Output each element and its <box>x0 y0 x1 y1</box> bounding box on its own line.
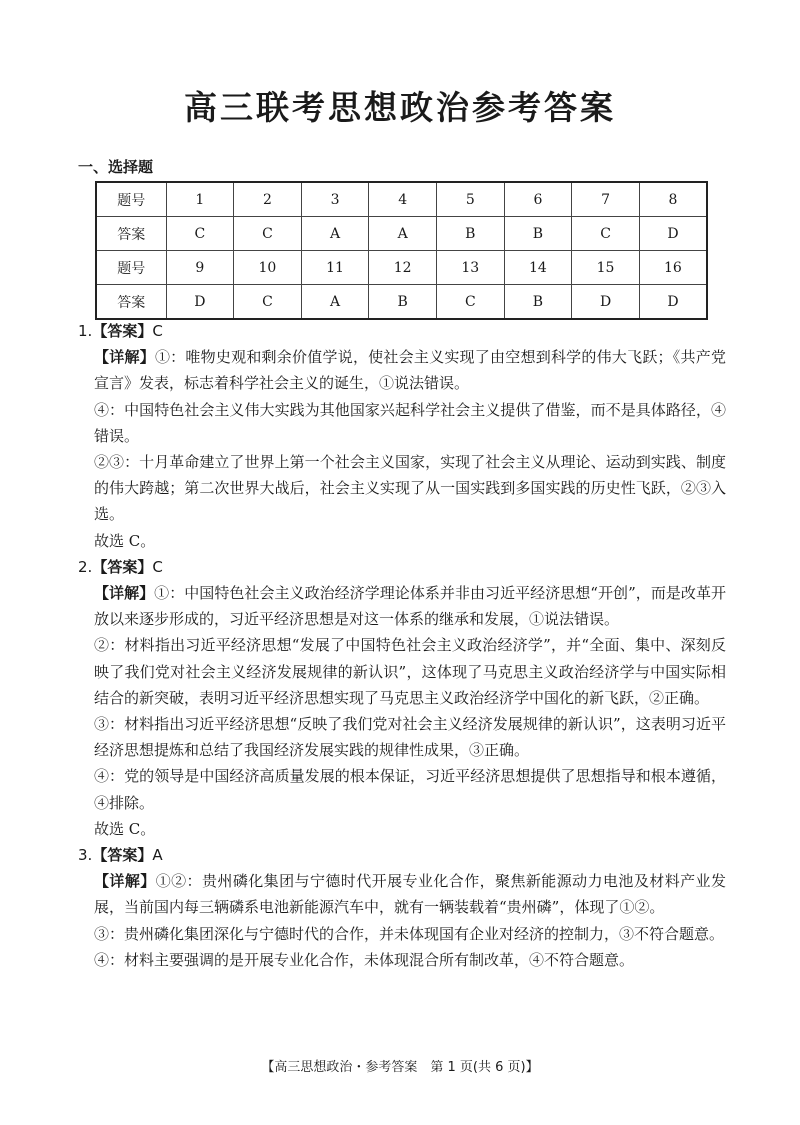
q2-answer-value: C <box>152 557 163 576</box>
table-cell: 4 <box>369 182 437 217</box>
table-cell: A <box>301 217 369 251</box>
q3-number: 3. <box>78 846 93 865</box>
table-cell: 5 <box>437 182 505 217</box>
q1-detail-p1 <box>78 344 726 396</box>
answer-table <box>95 181 708 320</box>
table-row <box>96 251 707 285</box>
table-cell: C <box>234 217 302 251</box>
q2-detail-text-1: ①：中国特色社会主义政治经济学理论体系并非由习近平经济思想“开创”，而是改革开放以来逐步形成的，习近平经济思想是对这一体系的继承和发展，①说法错误。 <box>94 584 726 629</box>
q1-detail-p3: ②③：十月革命建立了世界上第一个社会主义国家，实现了社会主义从理论、运动到实践、制度的伟大跨越；第二次世界大战后，社会主义实现了从一国实践到多国实践的历史性飞跃，②③入选。 <box>94 453 726 524</box>
table-cell: 14 <box>504 251 572 285</box>
table-cell: 13 <box>437 251 505 285</box>
q2-number: 2. <box>78 557 93 576</box>
q1-answer-line <box>78 318 726 344</box>
table-cell: C <box>437 285 505 320</box>
q2-detail-label: 【详解】 <box>94 584 155 603</box>
q2-answer-line <box>78 554 726 580</box>
q1-number: 1. <box>78 322 93 340</box>
table-row <box>96 182 707 217</box>
q1-detail-text-1: ①：唯物史观和剩余价值学说，使社会主义实现了由空想到科学的伟大飞跃；《共产党宣言》发表，标志着科学社会主义的诞生，①说法错误。 <box>94 348 726 393</box>
q1-answer-label: 【答案】 <box>92 322 153 340</box>
q3-detail-p1 <box>78 868 726 920</box>
table-cell: C <box>166 217 234 251</box>
q3-answer-line <box>78 842 726 868</box>
q2-detail-p2: ②：材料指出习近平经济思想“发展了中国特色社会主义政治经济学”，并“全面、集中、深刻反映了我们党对社会主义经济发展规律的新认识”，这体现了马克思主义政治经济学与中国实际相结合的新突破，表明习近平经济思想实现了马克思主义政治经济学中国化的新飞跃，②正确。 <box>94 636 726 707</box>
q1-detail-p2: ④：中国特色社会主义伟大实践为其他国家兴起科学社会主义提供了借鉴，而不是具体路径，④错误。 <box>94 400 726 445</box>
q1-answer-value: C <box>152 322 163 340</box>
table-cell: B <box>437 217 505 251</box>
table-cell: A <box>369 217 437 251</box>
table-cell: D <box>639 285 707 320</box>
table-cell: 16 <box>639 251 707 285</box>
table-cell: 1 <box>166 182 234 217</box>
q3-answer-label: 【答案】 <box>92 846 153 865</box>
q3-answer-value: A <box>152 846 163 865</box>
q3-detail-p3: ④：材料主要强调的是开展专业化合作，未体现混合所有制改革，④不符合题意。 <box>94 950 635 969</box>
table-cell: 6 <box>504 182 572 217</box>
table-row-label: 题号 <box>96 251 166 285</box>
table-cell: B <box>369 285 437 320</box>
table-row <box>96 285 707 320</box>
table-cell: C <box>572 217 640 251</box>
q2-detail-p3: ③：材料指出习近平经济思想“反映了我们党对社会主义经济发展规律的新认识”，这表明习近平经济思想提炼和总结了我国经济发展实践的规律性成果，③正确。 <box>94 715 726 760</box>
q3-detail-label: 【详解】 <box>94 872 156 891</box>
table-row-label: 答案 <box>96 217 166 251</box>
q1-detail-label: 【详解】 <box>94 348 155 367</box>
table-cell: C <box>234 285 302 320</box>
table-cell: 11 <box>301 251 369 285</box>
answer-explanations <box>78 318 726 973</box>
table-cell: A <box>301 285 369 320</box>
table-row <box>96 217 707 251</box>
table-cell: 9 <box>166 251 234 285</box>
table-cell: 3 <box>301 182 369 217</box>
q2-detail-p4: ④：党的领导是中国经济高质量发展的根本保证，习近平经济思想提供了思想指导和根本遵循，④排除。 <box>94 767 726 812</box>
section-heading-choice: 一、选择题 <box>78 158 154 176</box>
table-cell: 7 <box>572 182 640 217</box>
table-row-label: 题号 <box>96 182 166 217</box>
q1-conclusion: 故选 C。 <box>94 531 156 550</box>
table-cell: 2 <box>234 182 302 217</box>
table-row-label: 答案 <box>96 285 166 320</box>
table-cell: D <box>166 285 234 320</box>
q2-detail-p1 <box>78 580 726 632</box>
table-cell: B <box>504 217 572 251</box>
q2-conclusion: 故选 C。 <box>94 819 156 838</box>
table-cell: B <box>504 285 572 320</box>
table-cell: 15 <box>572 251 640 285</box>
table-cell: 12 <box>369 251 437 285</box>
page-footer: 【高三思想政治・参考答案 第 1 页(共 6 页)】 <box>261 1060 539 1075</box>
table-cell: D <box>572 285 640 320</box>
table-cell: D <box>639 217 707 251</box>
q3-detail-text-1: ①②：贵州磷化集团与宁德时代开展专业化合作，聚焦新能源动力电池及材料产业发展，当前国内每三辆磷系电池新能源汽车中，就有一辆装载着“贵州磷”，体现了①②。 <box>94 872 726 917</box>
table-cell: 8 <box>639 182 707 217</box>
table-cell: 10 <box>234 251 302 285</box>
q2-answer-label: 【答案】 <box>92 557 153 576</box>
page-title: 高三联考思想政治参考答案 <box>184 88 616 127</box>
q3-detail-p2: ③：贵州磷化集团深化与宁德时代的合作，并未体现国有企业对经济的控制力，③不符合题意。 <box>94 924 725 943</box>
